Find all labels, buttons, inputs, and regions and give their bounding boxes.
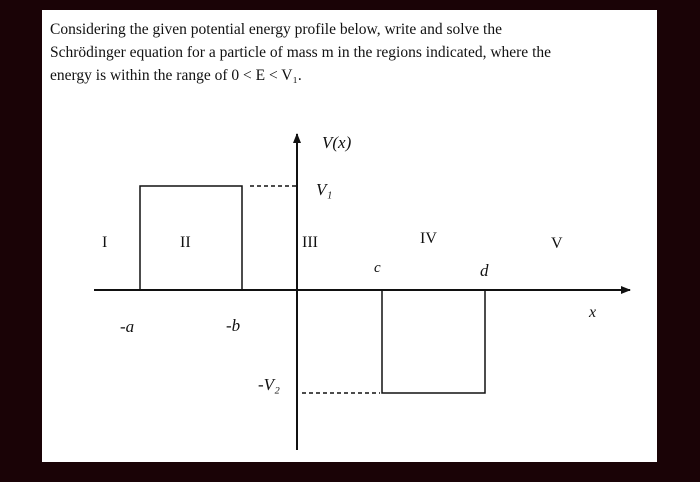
question-line-2: Schrödinger equation for a particle of mass m in the regions indicated, where the — [50, 44, 552, 61]
barrier-height-label: V₁ — [316, 180, 333, 199]
point-c-label: c — [374, 260, 381, 276]
question-card — [42, 10, 657, 462]
question-line-3: energy is within the range of 0 < E < V₁. — [50, 67, 302, 84]
region-label-5: V — [551, 235, 563, 252]
barrier-box — [140, 186, 242, 290]
x-axis-label: x — [589, 304, 597, 321]
well-box — [382, 290, 485, 393]
region-label-3: III — [302, 234, 318, 251]
y-axis-label: V(x) — [322, 133, 352, 152]
well-depth-label: -V₂ — [258, 375, 280, 394]
region-label-1: I — [102, 234, 108, 251]
point-b-label: -b — [226, 316, 241, 335]
question-line-1: Considering the given potential energy profile below, write and solve the — [50, 21, 502, 38]
potential-energy-diagram — [42, 10, 657, 462]
point-d-label: d — [480, 261, 489, 280]
region-label-2: II — [180, 234, 191, 251]
point-a-label: -a — [120, 317, 135, 336]
region-label-4: IV — [420, 230, 437, 247]
